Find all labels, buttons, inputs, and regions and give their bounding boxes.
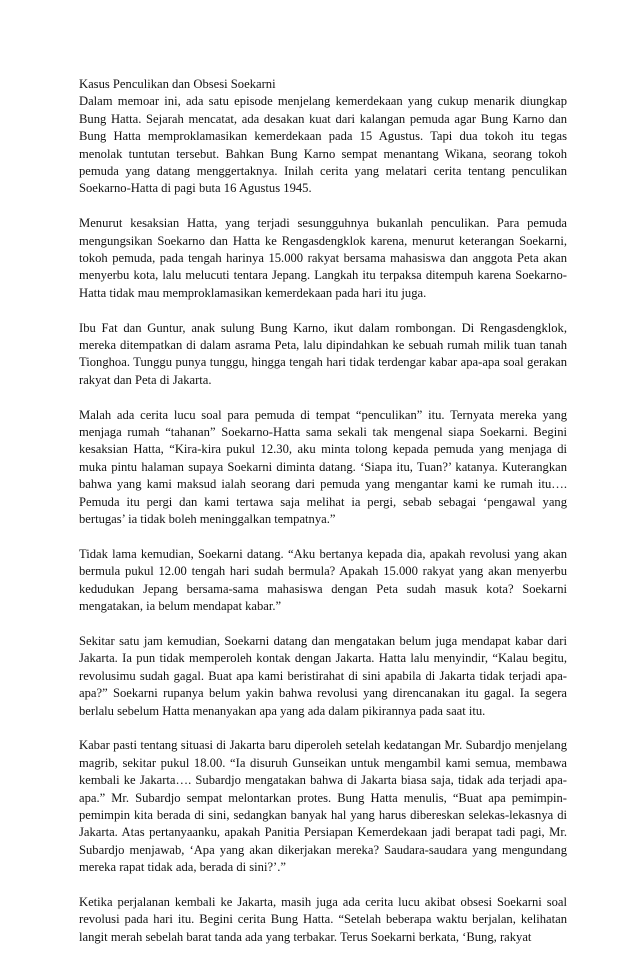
paragraph: Sekitar satu jam kemudian, Soekarni datang dan mengatakan belum juga mendapat kabar dari Jakarta. Ia pun tidak memperoleh kontak dengan Jakarta. Hatta lalu menyindir, “Kalau begitu, revolusimu sudah gagal. Buat apa kami beristirahat di sini apabila di Jakarta tidak terjadi apa-apa?” Soekarni rupanya belum yakin bahwa revolusi yang direncanakan itu gagal. Ia segera berlalu sebelum Hatta menanyakan apa yang ada dalam pikirannya pada saat itu.: [79, 633, 567, 718]
paragraph: Ibu Fat dan Guntur, anak sulung Bung Karno, ikut dalam rombongan. Di Rengasdengklok, mereka ditempatkan di dalam asrama Peta, lalu dipindahkan ke sebuah rumah milik tuan tanah Tionghoa. Tunggu punya tunggu, hingga tengah hari tidak terdengar kabar apa-apa soal gerakan rakyat dan Peta di Jakarta.: [79, 320, 567, 387]
paragraph: Ketika perjalanan kembali ke Jakarta, masih juga ada cerita lucu akibat obsesi Soekarni soal revolusi pada hari itu. Begini cerita Bung Hatta. “Setelah beberapa waktu berjalan, kelihatan langit merah sebelah barat tanda ada yang terbakar. Terus Soekarni berkata, ‘Bung, rakyat: [79, 894, 567, 944]
paragraph: Malah ada cerita lucu soal para pemuda di tempat “penculikan” itu. Ternyata mereka yang menjaga rumah “tahanan” Soekarno-Hatta sama sekali tak mengenal siapa Soekarni. Begini kesaksian Hatta, “Kira-kira pukul 12.30, aku minta tolong kepada pemuda yang menjaga di muka pintu halaman supaya Soekarni diminta datang. ‘Siapa itu, Tuan?’ katanya. Kuterangkan bahwa yang kami maksud ialah seorang dari pemuda yang mengantar kami ke rumah itu…. Pemuda itu pergi dan kami tertawa saja melihat ia pergi, sebab sebagai ‘pengawal yang bertugas’ ia tidak boleh meninggalkan tempatnya.”: [79, 407, 567, 527]
paragraph: Kabar pasti tentang situasi di Jakarta baru diperoleh setelah kedatangan Mr. Subardjo menjelang magrib, sekitar pukul 18.00. “Ia disuruh Gunseikan untuk mengambil kami semua, membawa kembali ke Jakarta…. Subardjo mengatakan bahwa di Jakarta biasa saja, tidak ada terjadi apa-apa.” Mr. Subardjo sempat melontarkan protes. Bung Hatta menulis, “Buat apa pemimpin-pemimpin kita berada di sini, sedangkan banyak hal yang harus dibereskan selekas-lekasnya di Jakarta. Atas pertanyaanku, apakah Panitia Persiapan Kemerdekaan jadi berapat tadi pagi, Mr. Subardjo menjawab, ‘Apa yang akan dikerjakan mereka? Saudara-saudara yang mengundang mereka rapat tidak ada, berada di sini?’.”: [79, 738, 567, 875]
paragraph: Dalam memoar ini, ada satu episode menjelang kemerdekaan yang cukup menarik diungkap Bung Hatta. Sejarah mencatat, ada desakan kuat dari kalangan pemuda agar Bung Karno dan Bung Hatta memproklamasikan kemerdekaan pada 15 Agustus. Tapi dua tokoh itu tegas menolak tuntutan tersebut. Bahkan Bung Karno sempat menantang Wikana, seorang tokoh pemuda yang datang menggertaknya. Inilah cerita yang melatari cerita tentang penculikan Soekarno-Hatta di pagi buta 16 Agustus 1945.: [79, 94, 567, 196]
paragraph: Tidak lama kemudian, Soekarni datang. “Aku bertanya kepada dia, apakah revolusi yang akan bermula pukul 12.00 tengah hari sudah bermula? Apakah 15.000 rakyat yang akan menyerbu kedudukan Jepang bersama-sama mahasiswa dengan Peta sudah masuk kota? Soekarni mengatakan, ia belum mendapat kabar.”: [79, 546, 567, 614]
paragraph: Menurut kesaksian Hatta, yang terjadi sesungguhnya bukanlah penculikan. Para pemuda mengungsikan Soekarno dan Hatta ke Rengasdengklok karena, menurut keterangan Soekarni, tokoh pemuda, pada tengah harinya 15.000 rakyat bersama mahasiswa dan anggota Peta akan menyerbu kota, lalu melucuti tentara Jepang. Langkah itu terpaksa ditempuh karena Soekarno-Hatta tidak mau memproklamasikan kemerdekaan pada hari itu juga.: [79, 216, 567, 300]
document-body: [79, 76, 567, 964]
document-title: Kasus Penculikan dan Obsesi Soekarni: [79, 77, 276, 91]
